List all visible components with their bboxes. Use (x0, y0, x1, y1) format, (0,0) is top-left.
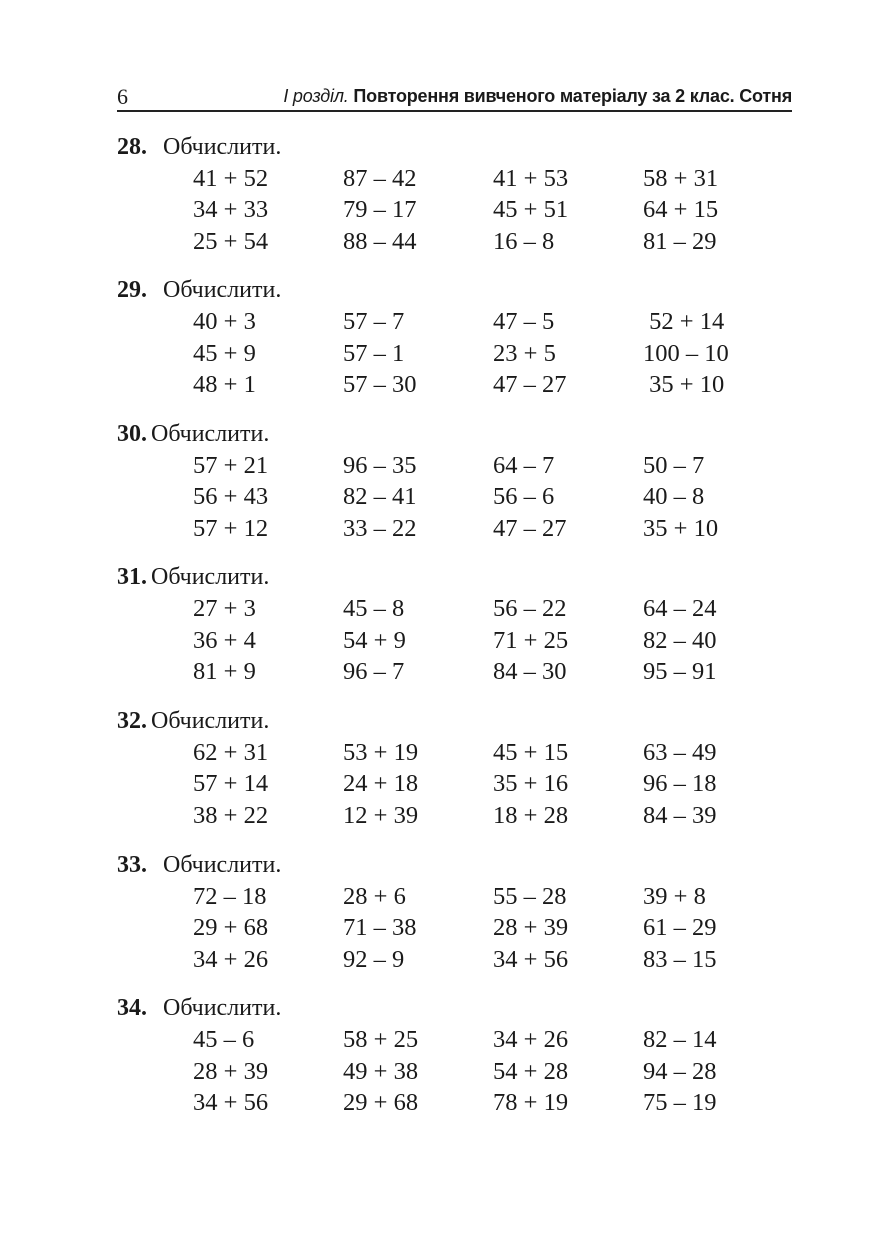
expression: 58 + 31 (643, 164, 719, 192)
exercise-instruction: Обчислити. (163, 277, 282, 304)
expression: 45 + 15 (493, 738, 569, 766)
chapter-title: Повторення вивченого матеріалу за 2 клас. Сотня (353, 86, 792, 106)
expression-row (117, 768, 797, 800)
expression: 56 + 43 (193, 483, 269, 511)
expression: 18 + 28 (493, 801, 569, 829)
exercise-instruction: Обчислити. (151, 420, 270, 447)
exercise-29 (117, 275, 797, 401)
expression: 39 + 8 (643, 882, 706, 910)
exercise-number: 33. (117, 851, 147, 878)
expression: 34 + 56 (493, 945, 569, 973)
exercise-number: 30. (117, 420, 147, 447)
expression: 29 + 68 (343, 1089, 419, 1117)
exercise-title (117, 132, 797, 163)
expression: 28 + 39 (493, 914, 569, 941)
expression: 63 – 49 (643, 738, 717, 766)
expression: 81 + 9 (193, 658, 256, 686)
exercise-title (117, 706, 797, 737)
expression: 45 + 51 (493, 196, 569, 223)
expression: 81 – 29 (643, 227, 717, 255)
running-title (283, 86, 792, 107)
expression: 35 + 10 (643, 371, 725, 399)
expression-row (117, 1056, 797, 1088)
expression: 47 – 27 (493, 371, 567, 399)
expression: 55 – 28 (493, 882, 567, 910)
expression: 35 + 16 (493, 770, 569, 798)
expression: 45 – 6 (193, 1026, 255, 1054)
expression-row (117, 625, 797, 657)
chapter-label: I розділ. (283, 86, 349, 106)
expression: 62 + 31 (193, 738, 269, 766)
expression-row (117, 306, 797, 338)
expression-row (117, 369, 797, 401)
expression-row (117, 737, 797, 769)
expression: 79 – 17 (343, 196, 417, 223)
expression: 96 – 35 (343, 451, 417, 479)
expression-row (117, 881, 797, 913)
expression: 75 – 19 (643, 1089, 717, 1117)
expression: 56 – 22 (493, 595, 567, 623)
exercise-28 (117, 132, 797, 258)
expression: 96 – 18 (643, 770, 717, 798)
expression: 27 + 3 (193, 595, 256, 623)
expression-row (117, 513, 797, 545)
expression-row (117, 593, 797, 625)
expression: 54 + 9 (343, 626, 406, 654)
expression: 16 – 8 (493, 227, 555, 255)
expression: 54 + 28 (493, 1057, 569, 1085)
expression: 83 – 15 (643, 945, 717, 973)
expression: 100 – 10 (643, 339, 729, 367)
expression: 36 + 4 (193, 626, 256, 654)
expression: 40 – 8 (643, 483, 705, 511)
exercise-31 (117, 562, 797, 688)
exercise-33 (117, 850, 797, 976)
exercise-number: 28. (117, 133, 147, 160)
expression: 82 – 41 (343, 483, 417, 511)
expression: 61 – 29 (643, 914, 717, 941)
exercise-instruction: Обчислити. (163, 133, 282, 160)
expression: 71 + 25 (493, 626, 569, 654)
expression: 47 – 27 (493, 514, 567, 542)
expression: 25 + 54 (193, 227, 269, 255)
expression: 34 + 26 (193, 945, 269, 973)
expression: 49 + 38 (343, 1057, 419, 1085)
expression: 34 + 33 (193, 196, 269, 223)
expression-row (117, 338, 797, 370)
expression: 82 – 14 (643, 1026, 717, 1054)
header-rule (117, 110, 792, 112)
expression: 34 + 56 (193, 1089, 269, 1117)
exercise-instruction: Обчислити. (163, 995, 282, 1022)
expression: 92 – 9 (343, 945, 405, 973)
expression: 57 – 7 (343, 308, 405, 336)
exercise-title (117, 275, 797, 306)
expression: 41 + 52 (193, 164, 269, 192)
expression: 64 – 7 (493, 451, 555, 479)
expression: 72 – 18 (193, 882, 267, 910)
expression: 40 + 3 (193, 308, 256, 336)
expression: 35 + 10 (643, 514, 719, 542)
expression-row (117, 194, 797, 226)
expression: 57 + 12 (193, 514, 269, 542)
exercise-title (117, 562, 797, 593)
expression: 64 – 24 (643, 595, 717, 623)
exercise-instruction: Обчислити. (151, 564, 270, 591)
expression: 52 + 14 (643, 308, 725, 336)
expression: 48 + 1 (193, 371, 256, 399)
expression-row (117, 1087, 797, 1119)
expression: 47 – 5 (493, 308, 555, 336)
expression: 24 + 18 (343, 770, 419, 798)
page-number: 6 (117, 84, 128, 109)
expression: 29 + 68 (193, 914, 269, 941)
expression: 33 – 22 (343, 514, 417, 542)
exercise-instruction: Обчислити. (163, 851, 282, 878)
exercise-32 (117, 706, 797, 832)
exercise-instruction: Обчислити. (151, 707, 270, 734)
expression-row (117, 1024, 797, 1056)
exercise-number: 34. (117, 995, 147, 1022)
exercise-number: 32. (117, 707, 147, 734)
expression: 71 – 38 (343, 914, 417, 941)
expression: 84 – 39 (643, 801, 717, 829)
expression: 50 – 7 (643, 451, 705, 479)
expression: 45 – 8 (343, 595, 405, 623)
expression: 57 – 30 (343, 371, 417, 399)
exercise-34 (117, 993, 797, 1119)
expression: 41 + 53 (493, 164, 569, 192)
expression-row (117, 912, 797, 944)
expression: 28 + 39 (193, 1057, 269, 1085)
expression-row (117, 450, 797, 482)
expression: 95 – 91 (643, 658, 717, 686)
expression: 96 – 7 (343, 658, 405, 686)
expression: 57 + 21 (193, 451, 269, 479)
exercise-number: 29. (117, 277, 147, 304)
expression: 57 – 1 (343, 339, 405, 367)
expression: 23 + 5 (493, 339, 556, 367)
exercise-title (117, 850, 797, 881)
expression-row (117, 656, 797, 688)
expression: 57 + 14 (193, 770, 269, 798)
expression: 94 – 28 (643, 1057, 717, 1085)
expression: 88 – 44 (343, 227, 417, 255)
expression: 53 + 19 (343, 738, 419, 766)
expression-row (117, 226, 797, 258)
exercise-number: 31. (117, 564, 147, 591)
expression-row (117, 800, 797, 832)
exercise-title (117, 993, 797, 1024)
exercise-title (117, 419, 797, 450)
expression-row (117, 481, 797, 513)
expression: 82 – 40 (643, 626, 717, 654)
expression: 45 + 9 (193, 339, 256, 367)
expression: 87 – 42 (343, 164, 417, 192)
exercise-30 (117, 419, 797, 545)
expression-row (117, 163, 797, 195)
expression: 78 + 19 (493, 1089, 569, 1117)
expression-row (117, 944, 797, 976)
expression: 58 + 25 (343, 1026, 419, 1054)
expression: 38 + 22 (193, 801, 269, 829)
expression: 56 – 6 (493, 483, 555, 511)
expression: 64 + 15 (643, 196, 719, 223)
expression: 28 + 6 (343, 882, 406, 910)
expression: 84 – 30 (493, 658, 567, 686)
expression: 34 + 26 (493, 1026, 569, 1054)
expression: 12 + 39 (343, 801, 419, 829)
